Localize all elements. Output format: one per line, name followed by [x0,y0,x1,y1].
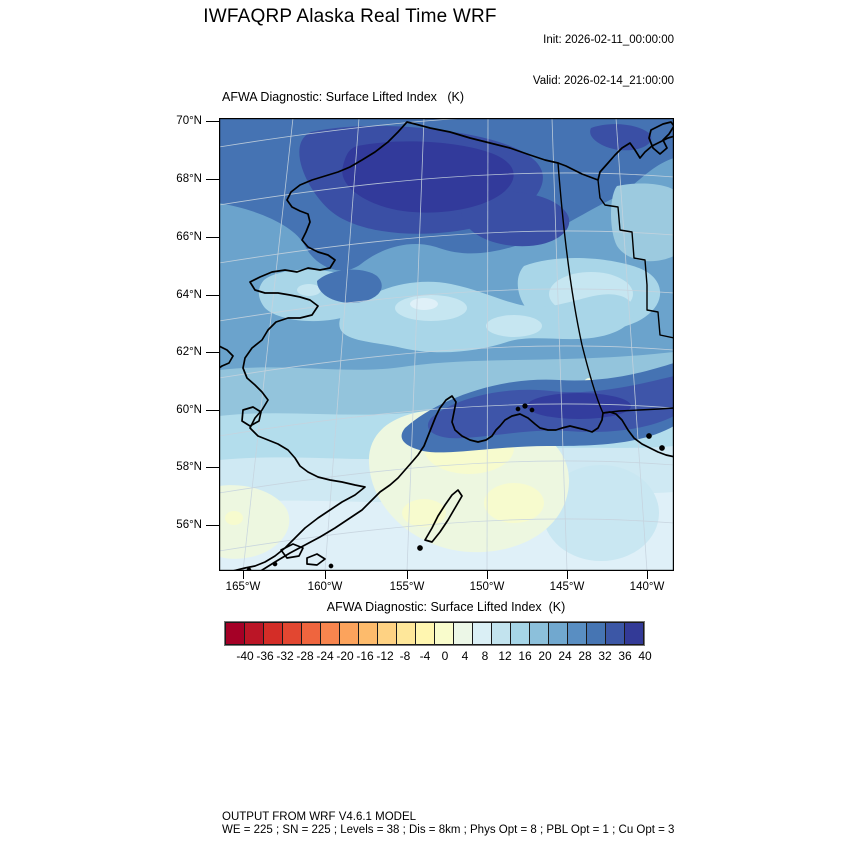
lat-tick-mark [206,410,219,411]
lon-tick-label: 165°W [225,581,261,593]
colorbar-tick-label: 40 [638,649,652,663]
colorbar-cell [301,622,321,645]
colorbar-cell [282,622,302,645]
colorbar-cell [225,622,245,645]
lat-tick-label: 70°N [176,115,202,127]
colorbar-cell [263,622,283,645]
colorbar-cell [491,622,511,645]
lat-tick-mark [206,295,219,296]
lat-tick-label: 64°N [176,289,202,301]
colorbar-tick-label: 20 [538,649,552,663]
lon-tick-mark [567,571,568,579]
colorbar-cell [605,622,625,645]
colorbar-tick-label: 28 [578,649,592,663]
lat-tick-mark [206,352,219,353]
colorbar-cell [624,622,644,645]
colorbar-cell [377,622,397,645]
colorbar-cell [472,622,492,645]
colorbar-tick-label: -40 [236,649,254,663]
map-plot-title: AFWA Diagnostic: Surface Lifted Index (K) [222,90,464,104]
lat-tick-label: 66°N [176,231,202,243]
colorbar-tick-label: -32 [276,649,294,663]
footer-model-line: OUTPUT FROM WRF V4.6.1 MODEL [222,811,417,823]
lon-tick-mark [647,571,648,579]
lon-tick-mark [487,571,488,579]
lat-tick-mark [206,121,219,122]
lon-tick-label: 160°W [307,581,343,593]
colorbar-cell [320,622,340,645]
colorbar-tick-label: 4 [461,649,469,663]
lat-tick-label: 58°N [176,461,202,473]
page-title: IWFAQRP Alaska Real Time WRF [203,6,497,27]
lon-tick-mark [325,571,326,579]
colorbar-tick-label: 36 [618,649,632,663]
colorbar-tick-label: -4 [419,649,431,663]
lat-tick-label: 56°N [176,519,202,531]
colorbar [225,622,644,645]
lon-tick-label: 150°W [469,581,505,593]
footer-config-line: WE = 225 ; SN = 225 ; Levels = 38 ; Dis = 8km ; Phys Opt = 8 ; PBL Opt = 1 ; Cu Opt = 3 [222,824,675,836]
colorbar-tick-label: 0 [441,649,449,663]
lat-tick-mark [206,525,219,526]
colorbar-tick-label: -16 [356,649,374,663]
valid-time: Valid: 2026-02-14_21:00:00 [532,74,674,87]
colorbar-cell [548,622,568,645]
colorbar-tick-label: 16 [518,649,532,663]
lon-tick-label: 145°W [549,581,585,593]
colorbar-tick-label: 32 [598,649,612,663]
lon-tick-label: 155°W [389,581,425,593]
colorbar-cell [339,622,359,645]
lat-tick-mark [206,467,219,468]
colorbar-tick-label: -12 [376,649,394,663]
colorbar-tick-label: 12 [498,649,512,663]
colorbar-cell [244,622,264,645]
init-time: Init: 2026-02-11_00:00:00 [543,34,674,46]
colorbar-tick-label: -20 [336,649,354,663]
lat-tick-mark [206,237,219,238]
lat-tick-mark [206,179,219,180]
colorbar-tick-label: -28 [296,649,314,663]
colorbar-tick-label: -36 [256,649,274,663]
colorbar-title: AFWA Diagnostic: Surface Lifted Index (K) [326,600,566,614]
lon-tick-mark [407,571,408,579]
colorbar-cell [510,622,530,645]
colorbar-cell [586,622,606,645]
colorbar-cell [415,622,435,645]
colorbar-cell [567,622,587,645]
colorbar-tick-label: 24 [558,649,572,663]
alaska-map [219,118,674,571]
colorbar-cell [358,622,378,645]
colorbar-tick-label: 8 [481,649,489,663]
lat-tick-label: 68°N [176,173,202,185]
lat-tick-label: 60°N [176,404,202,416]
colorbar-tick-label: -24 [316,649,334,663]
colorbar-cell [396,622,416,645]
lon-tick-mark [243,571,244,579]
lon-tick-label: 140°W [629,581,665,593]
run-times [533,7,674,115]
colorbar-tick-label: -8 [399,649,411,663]
colorbar-cell [434,622,454,645]
lat-tick-label: 62°N [176,346,202,358]
colorbar-cell [453,622,473,645]
colorbar-cell [529,622,549,645]
